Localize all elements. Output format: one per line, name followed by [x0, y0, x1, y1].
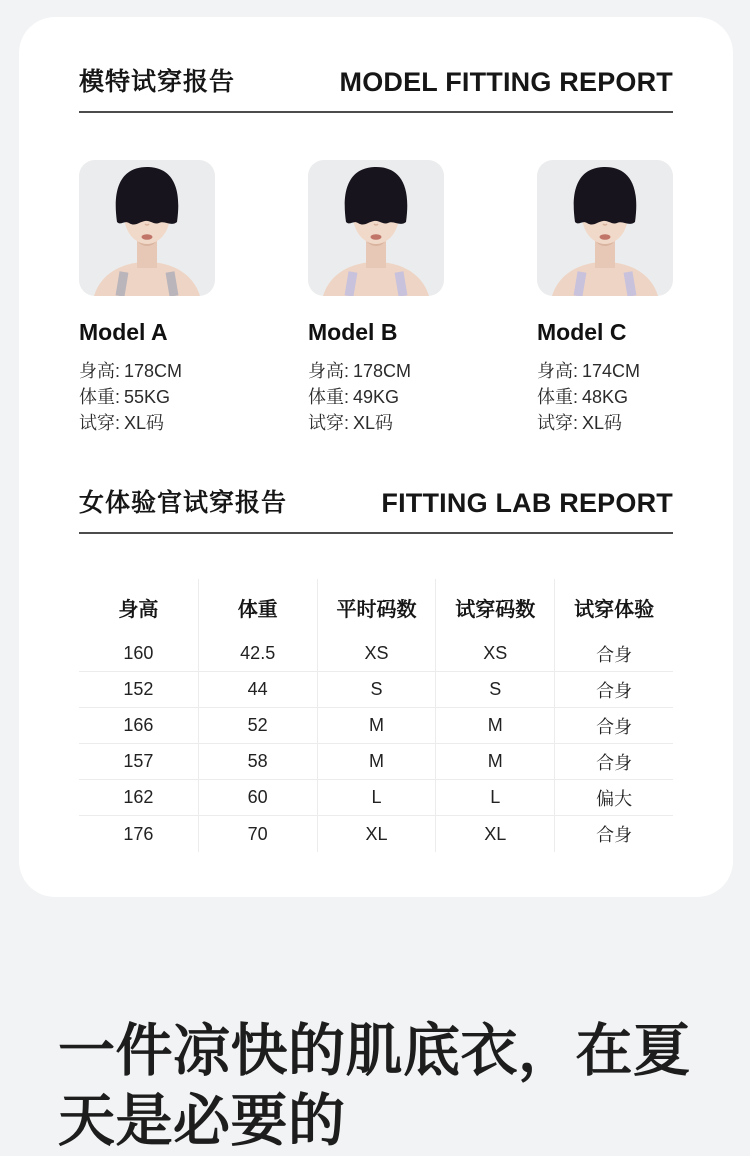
fitting-table-cell: 合身: [554, 744, 673, 780]
fitting-table-cell: XL: [317, 816, 436, 852]
weight-value: 49KG: [353, 387, 400, 407]
model-a-height: [79, 358, 215, 384]
model-report-title-en: MODEL FITTING REPORT: [339, 67, 673, 97]
size-value: XL码: [353, 413, 394, 433]
fitting-table-cell: 162: [79, 780, 198, 816]
weight-label: 体重:: [537, 387, 579, 407]
fitting-table-cell: M: [435, 708, 554, 744]
model-card-b: [308, 160, 444, 436]
fitting-table-cell: 160: [79, 636, 198, 672]
size-label: 试穿:: [79, 413, 121, 433]
fitting-table-header-tried-size: 试穿码数: [435, 579, 554, 636]
model-c-name: Model C: [537, 319, 627, 345]
fitting-table-header-fit-feel: 试穿体验: [554, 579, 673, 636]
model-b-photo-illustration: [308, 160, 444, 296]
model-report-title-zh: 模特试穿报告: [79, 68, 236, 96]
fitting-table-cell: 60: [198, 780, 317, 816]
fitting-lab-section: [79, 483, 673, 852]
fitting-table-header-weight: 体重: [198, 579, 317, 636]
height-label: 身高:: [79, 361, 121, 381]
fitting-table-cell: 166: [79, 708, 198, 744]
height-value: 178CM: [124, 361, 183, 381]
weight-value: 48KG: [582, 387, 629, 407]
fitting-table-cell: M: [317, 708, 436, 744]
height-label: 身高:: [308, 361, 350, 381]
fitting-table-cell: M: [435, 744, 554, 780]
model-b-name: Model B: [308, 319, 398, 345]
size-value: XL码: [124, 413, 165, 433]
fitting-table-cell: 176: [123, 823, 154, 844]
model-b-stats: [308, 358, 444, 436]
fitting-table-cell: 偏大: [554, 780, 673, 816]
fitting-table-cell: 152: [79, 672, 198, 708]
model-a-name: Model A: [79, 319, 168, 345]
model-a-size: [79, 410, 215, 436]
fitting-table-cell: L: [435, 780, 554, 816]
fitting-table-cell: 合身: [554, 708, 673, 744]
fitting-table-cell: L: [317, 780, 436, 816]
model-b-weight: [308, 384, 444, 410]
fitting-report-card: [19, 17, 733, 897]
height-value: 174CM: [582, 361, 641, 381]
fitting-table-cell: XS: [317, 636, 436, 672]
height-label: 身高:: [537, 361, 579, 381]
fitting-table-cell: 157: [79, 744, 198, 780]
fitting-table-cell: 58: [198, 744, 317, 780]
model-c-photo-illustration: [537, 160, 673, 296]
headline-line-1: 一件凉快的肌底衣，在夏: [58, 1019, 691, 1083]
fitting-lab-title-en: FITTING LAB REPORT: [381, 488, 673, 518]
fitting-table-cell: 44: [198, 672, 317, 708]
model-card-c: [537, 160, 673, 436]
fitting-table-cell: 合身: [554, 636, 673, 672]
fitting-table-cell: 52: [198, 708, 317, 744]
fitting-table-cell: 42.5: [198, 636, 317, 672]
model-c-stats: [537, 358, 673, 436]
headline: [58, 1016, 750, 1156]
fitting-lab-title-zh: 女体验官试穿报告: [79, 489, 288, 517]
model-card-a: [79, 160, 215, 436]
model-report-header: [79, 62, 673, 113]
model-report-section: [79, 62, 673, 436]
model-c-weight: [537, 384, 673, 410]
fitting-table-cell: XL: [435, 816, 554, 852]
fitting-table-cell: 70: [198, 816, 317, 852]
size-label: 试穿:: [308, 413, 350, 433]
height-value: 178CM: [353, 361, 412, 381]
model-a-photo-illustration: [79, 160, 215, 296]
fitting-table-cell: M: [317, 744, 436, 780]
fitting-table-header-height: 身高: [118, 599, 159, 621]
model-b-height: [308, 358, 444, 384]
fitting-table: [79, 579, 673, 852]
fitting-lab-header: [79, 483, 673, 534]
model-b-size: [308, 410, 444, 436]
model-a-stats: [79, 358, 215, 436]
model-list: [79, 160, 673, 436]
size-value: XL码: [582, 413, 623, 433]
weight-value: 55KG: [124, 387, 171, 407]
fitting-table-cell: 合身: [554, 672, 673, 708]
fitting-table-cell: XS: [435, 636, 554, 672]
fitting-table-cell: S: [317, 672, 436, 708]
fitting-table-cell: 合身: [554, 816, 673, 852]
size-label: 试穿:: [537, 413, 579, 433]
model-c-size: [537, 410, 673, 436]
headline-line-2: 天是必要的: [58, 1089, 346, 1153]
fitting-table-cell: S: [435, 672, 554, 708]
model-c-height: [537, 358, 673, 384]
fitting-table-header-usual-size: 平时码数: [317, 579, 436, 636]
weight-label: 体重:: [79, 387, 121, 407]
weight-label: 体重:: [308, 387, 350, 407]
model-a-weight: [79, 384, 215, 410]
